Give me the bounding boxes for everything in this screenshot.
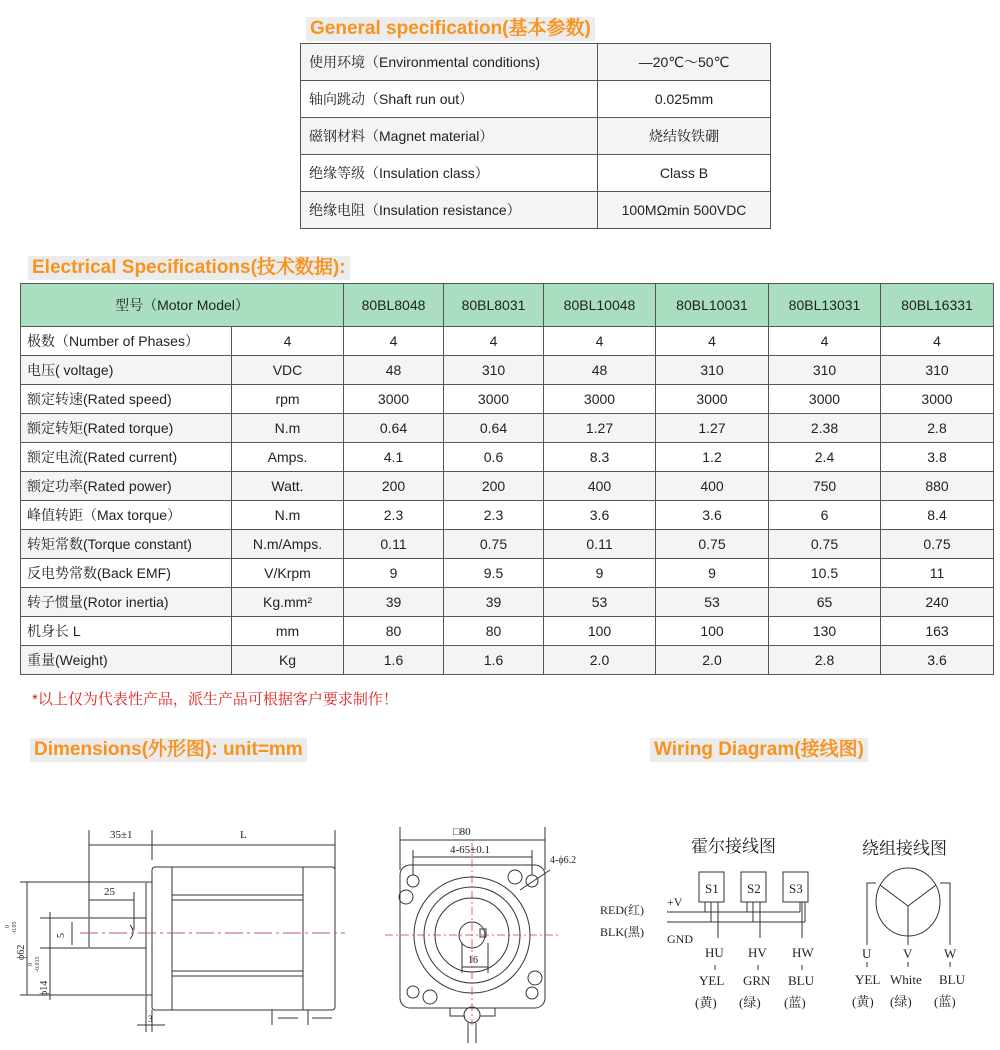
- param-value: 9: [544, 559, 656, 588]
- side-view-drawing: [0, 800, 370, 1040]
- general-spec-row: [301, 192, 771, 229]
- param-value: 80: [444, 617, 544, 646]
- table-row: [21, 385, 994, 414]
- table-row: [21, 559, 994, 588]
- winding-color-white-cn: (绿): [890, 994, 912, 1009]
- param-unit: Watt.: [232, 472, 344, 501]
- header-model-1: 80BL8031: [444, 284, 544, 327]
- table-row: [21, 617, 994, 646]
- label-shaft-length: 35±1: [110, 829, 133, 841]
- param-value: 880: [881, 472, 994, 501]
- header-model-4: 80BL13031: [769, 284, 881, 327]
- param-name: 额定转速(Rated speed): [21, 385, 232, 414]
- param-value: 3000: [344, 385, 444, 414]
- spec-value: 100MΩmin 500VDC: [598, 192, 771, 229]
- header-model-0: 80BL8048: [344, 284, 444, 327]
- electrical-spec-title: Electrical Specifications(技术数据):: [28, 256, 350, 280]
- label-flange-tol: -0.05: [12, 921, 18, 934]
- param-value: 310: [881, 356, 994, 385]
- label-key-width: 5: [56, 933, 67, 938]
- param-value: 3.6: [656, 501, 769, 530]
- param-name: 反电势常数(Back EMF): [21, 559, 232, 588]
- param-value: 1.2: [656, 443, 769, 472]
- param-value: 3000: [881, 385, 994, 414]
- winding-title: 绕组接线图: [862, 839, 947, 858]
- output-hu-label: HU: [705, 945, 724, 960]
- output-hw-label: HW: [792, 945, 814, 960]
- label-shaft-tol: -0.015: [35, 956, 41, 972]
- param-value: 3000: [444, 385, 544, 414]
- param-value: 9: [344, 559, 444, 588]
- param-unit: VDC: [232, 356, 344, 385]
- table-row: [21, 646, 994, 675]
- winding-color-blu: BLU: [939, 972, 965, 987]
- power-plus-label: +V: [667, 895, 683, 909]
- param-value: 0.11: [544, 530, 656, 559]
- param-unit: Amps.: [232, 443, 344, 472]
- param-value: 400: [544, 472, 656, 501]
- param-value: 2.8: [881, 414, 994, 443]
- param-value: 53: [544, 588, 656, 617]
- param-value: 65: [769, 588, 881, 617]
- spec-value: 0.025mm: [598, 81, 771, 118]
- param-value: 3.8: [881, 443, 994, 472]
- param-value: 8.3: [544, 443, 656, 472]
- color-grn-label: GRN: [743, 973, 771, 988]
- header-model-5: 80BL16331: [881, 284, 994, 327]
- table-row: [21, 327, 994, 356]
- param-value: 3000: [656, 385, 769, 414]
- electrical-spec-table: [20, 283, 994, 675]
- param-unit: Kg.mm²: [232, 588, 344, 617]
- param-name: 额定转矩(Rated torque): [21, 414, 232, 443]
- param-value: 8.4: [881, 501, 994, 530]
- param-value: 2.0: [544, 646, 656, 675]
- general-spec-row: [301, 44, 771, 81]
- param-unit: 4: [232, 327, 344, 356]
- label-flange-dia: ϕ62: [16, 944, 27, 960]
- param-value: 0.75: [769, 530, 881, 559]
- table-row: [21, 530, 994, 559]
- label-key: 16: [468, 955, 478, 966]
- param-value: 4: [544, 327, 656, 356]
- front-flange: [400, 865, 545, 1008]
- param-value: 0.6: [444, 443, 544, 472]
- spec-value: 烧结钕铁硼: [598, 118, 771, 155]
- param-value: 2.3: [344, 501, 444, 530]
- winding-color-yel: YEL: [855, 972, 881, 987]
- spec-label: 绝缘电阻（Insulation resistance）: [301, 192, 598, 229]
- winding-color-yel-cn: (黄): [852, 994, 874, 1009]
- param-name: 额定功率(Rated power): [21, 472, 232, 501]
- dimensions-title: Dimensions(外形图): unit=mm: [30, 738, 307, 762]
- param-unit: Kg: [232, 646, 344, 675]
- param-value: 2.3: [444, 501, 544, 530]
- label-flange-tol-zero: 0: [5, 925, 11, 928]
- label-key-length: 25: [104, 886, 115, 898]
- spec-value: Class B: [598, 155, 771, 192]
- header-motor-model: 型号（Motor Model）: [21, 284, 344, 327]
- sensor-s1-label: S1: [705, 881, 719, 896]
- param-value: 48: [344, 356, 444, 385]
- param-value: 0.75: [444, 530, 544, 559]
- param-unit: V/Krpm: [232, 559, 344, 588]
- table-row: [21, 588, 994, 617]
- table-row: [21, 356, 994, 385]
- param-unit: rpm: [232, 385, 344, 414]
- param-unit: N.m: [232, 501, 344, 530]
- param-name: 重量(Weight): [21, 646, 232, 675]
- spec-value: —20℃～50℃: [598, 44, 771, 81]
- winding-color-white: White: [890, 972, 922, 987]
- label-flange-thickness: 3: [148, 1014, 153, 1024]
- table-row: [21, 501, 994, 530]
- param-name: 转矩常数(Torque constant): [21, 530, 232, 559]
- param-value: 200: [344, 472, 444, 501]
- param-value: 48: [544, 356, 656, 385]
- param-value: 4: [769, 327, 881, 356]
- label-square: □80: [453, 826, 471, 838]
- general-spec-row: [301, 155, 771, 192]
- param-value: 11: [881, 559, 994, 588]
- hall-wiring-diagram: [595, 830, 835, 1040]
- label-body-length: L: [240, 829, 247, 841]
- param-value: 310: [769, 356, 881, 385]
- color-yel-label: YEL: [699, 973, 725, 988]
- phase-v-label: V: [903, 946, 913, 961]
- motor-body: [152, 867, 335, 1010]
- param-value: 2.38: [769, 414, 881, 443]
- param-value: 6: [769, 501, 881, 530]
- param-unit: N.m/Amps.: [232, 530, 344, 559]
- param-value: 310: [656, 356, 769, 385]
- table-header-row: [21, 284, 994, 327]
- param-value: 3000: [544, 385, 656, 414]
- param-value: 400: [656, 472, 769, 501]
- param-value: 1.27: [544, 414, 656, 443]
- param-name: 转子惯量(Rotor inertia): [21, 588, 232, 617]
- param-value: 39: [344, 588, 444, 617]
- winding-color-blu-cn: (蓝): [934, 994, 956, 1009]
- wiring-title: Wiring Diagram(接线图): [650, 738, 868, 762]
- label-pcd: 4-65±0.1: [450, 844, 490, 856]
- param-name: 机身长 L: [21, 617, 232, 646]
- table-row: [21, 443, 994, 472]
- color-yel-cn: (黄): [695, 995, 717, 1010]
- param-value: 3.6: [544, 501, 656, 530]
- param-value: 0.64: [444, 414, 544, 443]
- header-model-3: 80BL10031: [656, 284, 769, 327]
- param-value: 4: [656, 327, 769, 356]
- front-view-drawing: [380, 815, 590, 1045]
- param-value: 10.5: [769, 559, 881, 588]
- param-value: 750: [769, 472, 881, 501]
- general-spec-title: General specification(基本参数): [306, 17, 595, 41]
- param-value: 9: [656, 559, 769, 588]
- spec-label: 磁钢材料（Magnet material）: [301, 118, 598, 155]
- param-value: 1.6: [444, 646, 544, 675]
- spec-label: 绝缘等级（Insulation class）: [301, 155, 598, 192]
- param-value: 130: [769, 617, 881, 646]
- flange: [146, 882, 152, 995]
- output-hv-label: HV: [748, 945, 767, 960]
- input-blk-label: BLK(黑): [600, 925, 644, 939]
- param-value: 310: [444, 356, 544, 385]
- param-value: 4: [881, 327, 994, 356]
- param-value: 0.11: [344, 530, 444, 559]
- color-blu-cn: (蓝): [784, 995, 806, 1010]
- param-value: 163: [881, 617, 994, 646]
- param-value: 0.75: [656, 530, 769, 559]
- param-name: 额定电流(Rated current): [21, 443, 232, 472]
- param-value: 4: [444, 327, 544, 356]
- param-unit: N.m: [232, 414, 344, 443]
- param-name: 峰值转距（Max torque）: [21, 501, 232, 530]
- sensor-s3-label: S3: [789, 881, 803, 896]
- color-blu-label: BLU: [788, 973, 814, 988]
- table-row: [21, 414, 994, 443]
- sensor-s2-label: S2: [747, 881, 761, 896]
- footnote: *以上仅为代表性产品，派生产品可根据客户要求制作！: [32, 691, 398, 708]
- hall-title: 霍尔接线图: [691, 837, 776, 856]
- label-shaft-dia: ϕ14: [39, 980, 50, 996]
- param-value: 80: [344, 617, 444, 646]
- header-model-2: 80BL10048: [544, 284, 656, 327]
- general-spec-row: [301, 118, 771, 155]
- label-shaft-tol-zero: 0: [28, 963, 34, 966]
- input-red-label: RED(红): [600, 903, 644, 917]
- table-row: [21, 472, 994, 501]
- param-value: 3.6: [881, 646, 994, 675]
- param-value: 0.75: [881, 530, 994, 559]
- param-value: 39: [444, 588, 544, 617]
- param-value: 240: [881, 588, 994, 617]
- param-value: 3000: [769, 385, 881, 414]
- color-grn-cn: (绿): [739, 995, 761, 1010]
- param-value: 0.64: [344, 414, 444, 443]
- power-gnd-label: GND: [667, 932, 693, 946]
- param-value: 1.6: [344, 646, 444, 675]
- param-name: 电压( voltage): [21, 356, 232, 385]
- phase-w-label: W: [944, 946, 957, 961]
- param-unit: mm: [232, 617, 344, 646]
- winding-wiring-diagram: [840, 830, 995, 1040]
- spec-label: 轴向跳动（Shaft run out）: [301, 81, 598, 118]
- param-value: 53: [656, 588, 769, 617]
- label-holes: 4-ϕ6.2: [550, 855, 577, 866]
- param-value: 4: [344, 327, 444, 356]
- param-value: 100: [544, 617, 656, 646]
- param-value: 100: [656, 617, 769, 646]
- param-value: 1.27: [656, 414, 769, 443]
- param-value: 2.0: [656, 646, 769, 675]
- param-value: 4.1: [344, 443, 444, 472]
- general-spec-row: [301, 81, 771, 118]
- param-value: 200: [444, 472, 544, 501]
- param-value: 2.8: [769, 646, 881, 675]
- param-value: 2.4: [769, 443, 881, 472]
- general-spec-table: [300, 43, 771, 229]
- param-value: 9.5: [444, 559, 544, 588]
- param-name: 极数（Number of Phases）: [21, 327, 232, 356]
- phase-u-label: U: [862, 946, 872, 961]
- spec-label: 使用环境（Environmental conditions): [301, 44, 598, 81]
